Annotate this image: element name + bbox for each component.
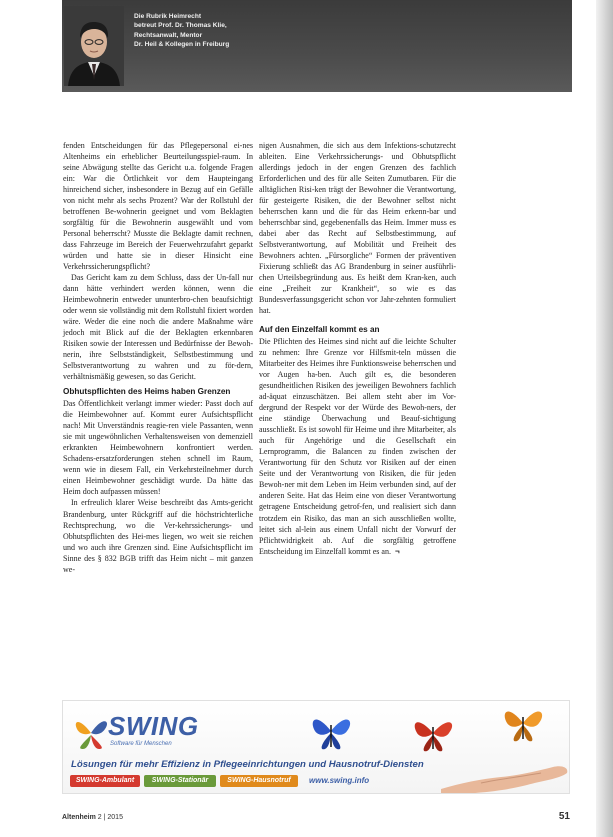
issue-number: 2 | 2015 bbox=[97, 814, 123, 821]
author-portrait-photo bbox=[64, 6, 124, 86]
article-paragraph: Das Öffentlichkeit verlangt immer wieder: Passt doch auf die Heimbewohner auf. Kommt eurer Aufsichtspflicht nach! Mit Unverständnis reagie-ren viele Passanten, wenn sie mit ungewöhnlichen Verhaltensweisen von demenziell erkrankten Heimbewohnern konfrontiert werden. Schadens-ersatzforderungen stehen schnell im Raum, wenn wie in diesem Fall, ein Verkehrsteilnehmer durch einen Heimbewohner geschädigt wurde. Da hätte das Heim doch aufpassen müssen! bbox=[63, 399, 253, 497]
ad-url-link[interactable]: www.swing.info bbox=[309, 776, 370, 785]
author-line: Dr. Heil & Kollegen in Freiburg bbox=[134, 41, 230, 49]
magazine-name: Altenheim bbox=[62, 814, 96, 821]
ad-brand-name: SWING bbox=[108, 711, 199, 741]
author-info bbox=[134, 12, 304, 50]
end-of-article-mark: ¬ bbox=[394, 546, 400, 556]
page-footer bbox=[62, 808, 572, 826]
ad-headline: Lösungen für mehr Effizienz in Pflegeeinrichtungen und Hausnotruf-Diensten bbox=[71, 759, 424, 770]
swing-stationaer-button[interactable]: SWING-Stationär bbox=[144, 775, 216, 787]
article-paragraph: In erfreulich klarer Weise beschreibt das Amts-gericht Brandenburg, unter Rückgriff auf die höchstrichterliche Rechtsprechung, wo die Ver-kehrssicherungs- und Obhutspflichten des Hei-mes liegen, wo weit sie reichen und wo auch ihre Grenzen sind. Eine Aufsichtspflicht im Sinne des § 832 BGB trifft das Heim nicht – mit ganzen we- bbox=[63, 498, 253, 574]
page-spine-shadow bbox=[596, 0, 613, 837]
ad-tagline: Software für Menschen bbox=[110, 741, 172, 747]
article-paragraph: fenden Entscheidungen für das Pflegepersonal ei-nes Altenheims ein erheblicher Beurteilungsspiel-raum. In seine Abwägung stellte das Gericht u.a. folgende Fragen ein: War die Örtlichkeit vor dem Haupteingang hinreichend sicher, insbesondere in Bezug auf ein Gefälle von nicht mehr als sechs Prozent? War der Rollstuhl der betroffenen Be-wohnerin geeignet und vom Beklagten sorgfältig für die Bewohnerin ausgewählt und vom Personal beherrscht? Musste die Beklagte damit rechnen, dass Fahrzeuge im Bereich der Feuerwehrzufahrt geparkt würden und hatte sie in dieser Hinsicht eine Verkehrssicherungspflicht? bbox=[63, 141, 253, 272]
author-line: Die Rubrik Heimrecht bbox=[134, 13, 202, 20]
article-paragraph: Das Gericht kam zu dem Schluss, dass der Un-fall nur dann hätte verhindert werden können, wenn die Heimbewohnerin entweder ununterbro-chen beaufsichtigt oder wenn sie vollständig mit dem Rollstuhl fixiert worden wäre. Weder die eine noch die andere Maßnahme wäre jedoch mit Blick auf die der Beklagten erkennbaren Risiken sowie der Interessen und Bedürfnisse der Bewoh-nerin, ihre Selbstständigkeit, Selbstbestimmung und Selbstverantwortung zu wahren und zu för-dern, verhältnismäßig gewesen, so das Gericht. bbox=[63, 273, 253, 382]
author-line: Rechtsanwalt, Mentor bbox=[134, 31, 203, 39]
author-portrait-icon bbox=[64, 6, 124, 86]
section-heading: Auf den Einzelfall kommt es an bbox=[259, 325, 380, 335]
section-heading: Obhutspflichten des Heims haben Grenzen bbox=[63, 387, 231, 397]
page-number: 51 bbox=[558, 811, 570, 822]
swing-ambulant-button[interactable]: SWING-Ambulant bbox=[70, 775, 140, 787]
author-line: betreut Prof. Dr. Thomas Klie, bbox=[134, 22, 227, 30]
article-column-right bbox=[259, 140, 456, 557]
article-column-left bbox=[63, 140, 253, 575]
magazine-issue bbox=[62, 814, 123, 821]
swing-advertisement[interactable] bbox=[62, 700, 570, 794]
open-hand-illustration-icon bbox=[441, 749, 570, 794]
article-text: Die Pflichten des Heimes sind nicht auf die leichte Schulter zu nehmen: Ihre Grenze vor Hilfsmit-teln müssen die Mitarbeiter des Heimes ihre Funktionsweise beherrschen und vor Augen ha-ben. Auch gilt es, die besonderen gesundheitlichen Risiken des jeweiligen Bewohners fachlich ad-äquat einzuschätzen. Bei allem steht aber im Vor-dergrund der Respekt vor der Würde des Bewoh-ners, der eine ständige Überwachung und Beauf-sichtigung ausschließt. Es ist sowohl für Heime und ihre Mitarbeiter, als auch für Angehörige und die Gesellschaft ein Lernprogramm, die Balancen zu finden zwischen der Verantwortung für den Schutz vor Risiken auf der einen Seite und der Verantwortung von Risiken, die für jeden Bewoh-ner mit dem Leben im Heim verbunden sind, auf der anderen Seite. Hat das Heim eine von dieser Verantwortung getragene Entscheidung getrof-fen, und realisiert sich dann trotzdem ein Risiko, das man an sich ausschließen wollte, leitet sich al-lein aus einem Unfall nicht der Vorwurf der Pflichtwidrigkeit ab. Auf die sorgfältig getroffene Entscheidung im Einzelfall kommt es an. bbox=[259, 337, 456, 556]
article-paragraph bbox=[259, 336, 456, 556]
article-paragraph: nigen Ausnahmen, die sich aus dem Infektions-schutzrecht ableiten. Eine Verkehrssicherungs- und Obhutspflicht allerdings jedoch in der engen Grenzen des fachlich Erforderlichen und des für alle Seiten Zumutbaren. Für die alltäglichen Risi-ken trägt der Bewohner die Verantwortung, für gesteigerte Risiken, die der Bewohner selbst nicht beherrschen kann und die für das Heim erkenn-bar und beherrschbar sind, gegebenenfalls das Heim. Immer muss es dabei aber das Recht auf Selbstbestimmung, auf Selbstverantwortung, auf Mobilität und Freiheit des Bewohners achten. „Fürsorgliche“ Formen der präventiven Fixierung schließt das AG Brandenburg in seiner ausführli-chen Urteilsbegründung aus. Es heißt dem Kran-ken, auch eine „Freiheit zur Krankheit“, so wie es das Bundesverfassungsgericht schon vor Jahr-zehnten formuliert hat. bbox=[259, 141, 456, 316]
swing-hausnotruf-button[interactable]: SWING-Hausnotruf bbox=[220, 775, 298, 787]
